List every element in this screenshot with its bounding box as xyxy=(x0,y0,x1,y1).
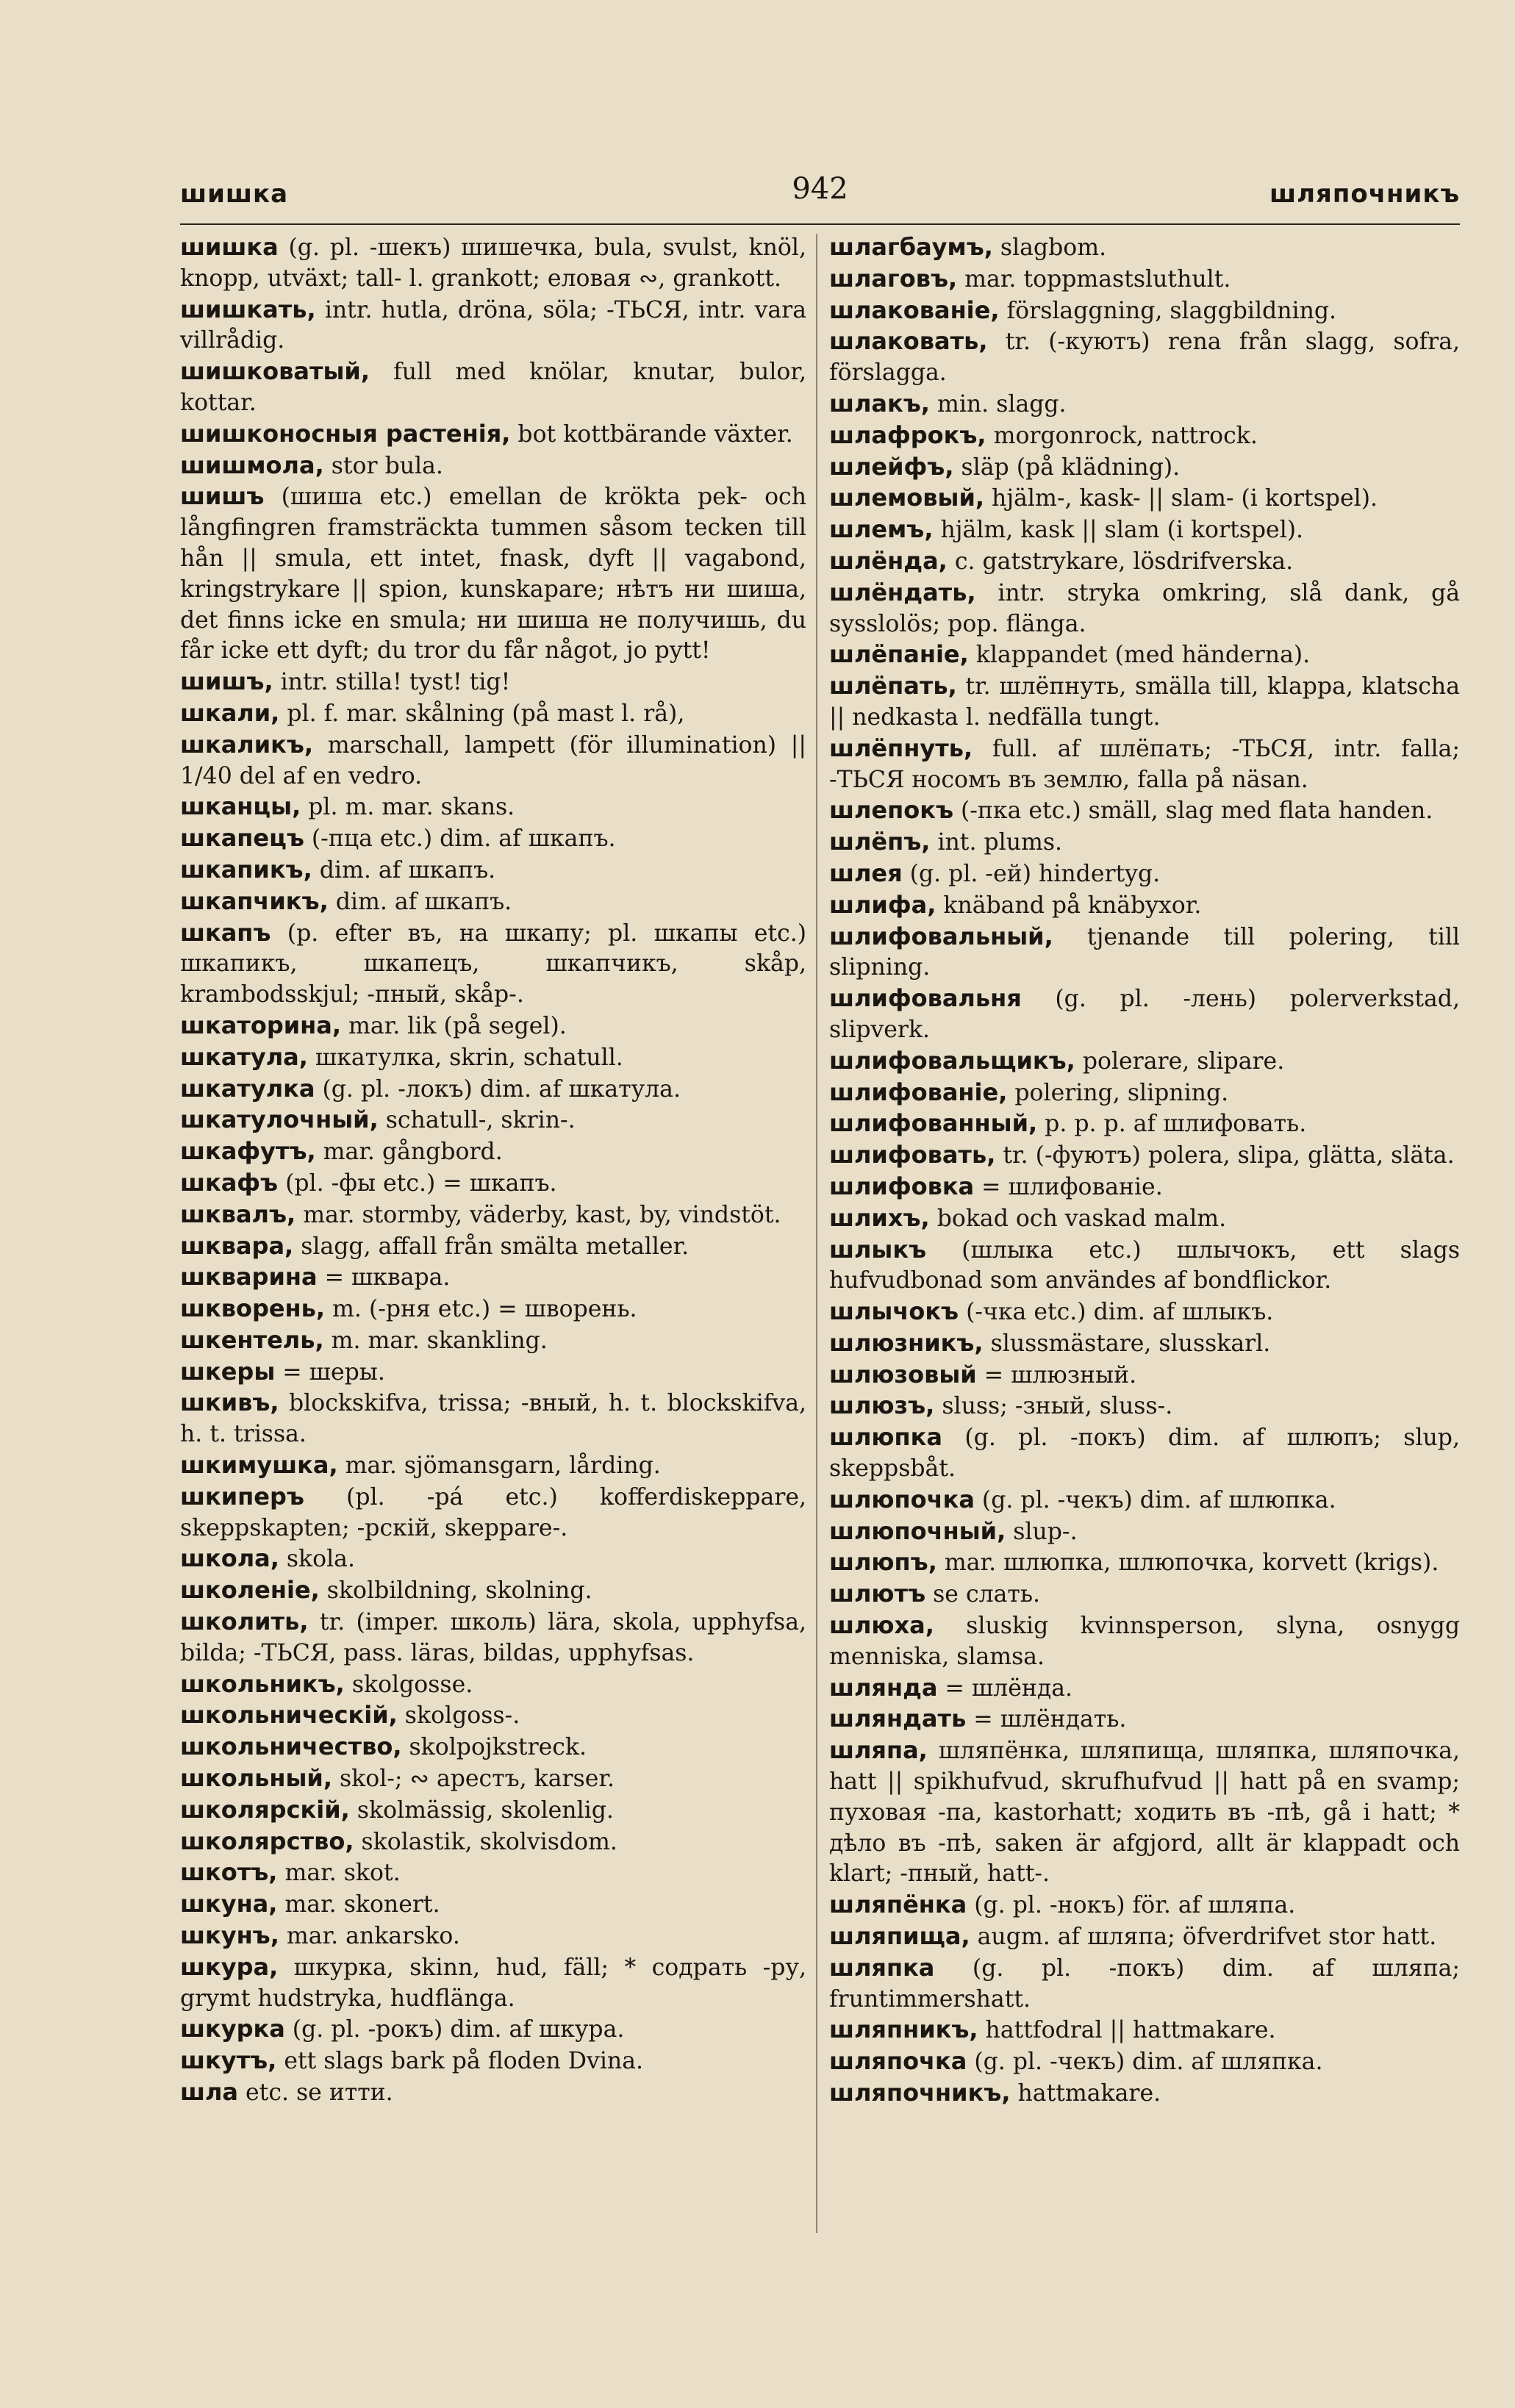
dictionary-entry xyxy=(180,451,806,482)
dictionary-entry xyxy=(829,1108,1460,1140)
entry-headword: школьничество, xyxy=(180,1732,402,1761)
dictionary-entry xyxy=(180,1795,806,1827)
left-column xyxy=(180,232,806,2109)
dictionary-entry xyxy=(829,389,1460,420)
entry-definition: шляпёнка, шляпища, шляпка, шляпочка, hatt || spikhufvud, skrufhufvud || hatt på en svamp; пуховая -па, kastorhatt; ходить въ -пѣ, gå i hatt; * дѣло въ -пѣ, saken är afgjord, allt är klappadt och klart; -пный, hatt-. xyxy=(829,1738,1460,1888)
entry-headword: шлыкъ xyxy=(829,1235,927,1264)
entry-headword: шлычокъ xyxy=(829,1297,959,1326)
dictionary-entry xyxy=(829,1547,1460,1579)
dictionary-entry xyxy=(829,1297,1460,1328)
entry-definition: etc. se итти. xyxy=(238,2079,393,2107)
dictionary-entry xyxy=(829,1172,1460,1203)
entry-definition: = шлифованіе. xyxy=(974,1173,1163,1200)
entry-headword: шкунъ, xyxy=(180,1921,279,1950)
dictionary-entry xyxy=(180,2046,806,2077)
entry-headword: шлюзъ, xyxy=(829,1391,935,1420)
entry-headword: шляпёнка xyxy=(829,1891,967,1919)
entry-headword: шишъ, xyxy=(180,667,273,696)
dictionary-entry xyxy=(829,1360,1460,1391)
dictionary-entry xyxy=(829,483,1460,515)
entry-headword: школить, xyxy=(180,1608,309,1636)
entry-definition: sluss; -зный, sluss-. xyxy=(934,1393,1173,1420)
entry-headword: шлёпъ, xyxy=(829,828,931,856)
dictionary-entry xyxy=(180,698,806,730)
entry-headword: шишковатый, xyxy=(180,357,370,386)
dictionary-entry xyxy=(829,2015,1460,2046)
dictionary-entry xyxy=(829,795,1460,827)
entry-definition: mar. skonert. xyxy=(277,1891,440,1918)
dictionary-entry xyxy=(180,232,806,295)
entry-headword: шишкать, xyxy=(180,295,316,323)
entry-headword: шляндать xyxy=(829,1705,967,1733)
dictionary-entry xyxy=(829,983,1460,1046)
entry-headword: шкапъ xyxy=(180,918,271,947)
entry-definition: morgonrock, nattrock. xyxy=(986,422,1258,449)
entry-headword: шлюпочка xyxy=(829,1485,975,1513)
entry-definition: (g. pl. -шекъ) шишечка, bula, svulst, knöl, knopp, utväxt; tall- l. grankott; еловая ∾, grankott. xyxy=(180,234,806,292)
dictionary-entry xyxy=(829,295,1460,327)
dictionary-entry xyxy=(829,1422,1460,1485)
dictionary-entry xyxy=(829,1890,1460,1921)
entry-headword: шлагбаумъ, xyxy=(829,233,993,261)
header-rule xyxy=(180,223,1460,225)
entry-headword: шлемъ, xyxy=(829,515,934,544)
dictionary-entry xyxy=(180,1669,806,1701)
entry-headword: шкатулка xyxy=(180,1074,315,1103)
entry-headword: шлифа, xyxy=(829,890,936,919)
entry-definition: mar. stormby, väderby, kast, by, vindstöt. xyxy=(296,1201,781,1228)
dictionary-entry xyxy=(180,1262,806,1294)
entry-definition: mar. lik (på segel). xyxy=(341,1012,567,1039)
left-running-headword: шишка xyxy=(180,179,289,209)
entry-definition: mar. шлюпка, шлюпочка, korvett (krigs). xyxy=(936,1549,1439,1577)
dictionary-entry xyxy=(829,1328,1460,1360)
entry-headword: шкура, xyxy=(180,1952,279,1981)
entry-headword: школярство, xyxy=(180,1827,354,1855)
entry-headword: шкентель, xyxy=(180,1325,324,1354)
entry-headword: шлюзовый xyxy=(829,1360,977,1388)
dictionary-entry xyxy=(829,1921,1460,1953)
entry-headword: шкиперъ xyxy=(180,1482,304,1511)
dictionary-entry xyxy=(180,1700,806,1732)
dictionary-entry xyxy=(180,1889,806,1921)
entry-headword: шквара, xyxy=(180,1231,294,1260)
entry-definition: blockskifva, trissa; -вный, h. t. blockskifva, h. t. trissa. xyxy=(180,1390,806,1448)
entry-headword: шкаликъ, xyxy=(180,730,314,759)
entry-headword: шлюпъ, xyxy=(829,1548,937,1577)
dictionary-entry xyxy=(829,546,1460,578)
entry-definition: int. plums. xyxy=(930,829,1063,856)
dictionary-entry xyxy=(180,2014,806,2046)
dictionary-entry xyxy=(829,1140,1460,1172)
dictionary-entry xyxy=(829,2078,1460,2110)
entry-definition: mar. ankarsko. xyxy=(279,1923,460,1950)
entry-headword: шлепокъ xyxy=(829,796,953,825)
dictionary-entry xyxy=(180,1357,806,1388)
entry-headword: шкапчикъ, xyxy=(180,886,329,915)
dictionary-entry xyxy=(180,730,806,792)
entry-definition: skolpojkstreck. xyxy=(401,1734,587,1761)
dictionary-entry xyxy=(180,1074,806,1106)
entry-definition: c. gatstrykare, lösdrifverska. xyxy=(947,548,1294,575)
dictionary-entry xyxy=(180,295,806,357)
entry-headword: школярскій, xyxy=(180,1795,350,1824)
entry-headword: шляпа, xyxy=(829,1736,928,1765)
entry-headword: шкапикъ, xyxy=(180,855,312,884)
entry-definition: skolbildning, skolning. xyxy=(319,1577,592,1605)
entry-headword: шкуна, xyxy=(180,1890,278,1918)
dictionary-entry xyxy=(180,1325,806,1357)
dictionary-entry xyxy=(829,1735,1460,1890)
entry-headword: шишконосныя растенія, xyxy=(180,419,511,448)
entry-definition: slagbom. xyxy=(992,234,1107,261)
entry-headword: шлёпаніе, xyxy=(829,640,969,669)
entry-definition: intr. stilla! tyst! tig! xyxy=(273,669,511,696)
entry-definition: knäband på knäbyxor. xyxy=(936,892,1202,919)
entry-definition: m. (-рня etc.) = шворень. xyxy=(325,1296,637,1323)
dictionary-entry xyxy=(180,1482,806,1544)
entry-headword: шканцы, xyxy=(180,792,301,821)
entry-definition: släp (på klädning). xyxy=(953,454,1181,481)
entry-definition: (-пка etc.) smäll, slag med flata handen. xyxy=(953,798,1433,825)
entry-definition: tjenande till polering, till slipning. xyxy=(829,923,1460,981)
entry-headword: шлянда xyxy=(829,1673,938,1702)
entry-definition: skola. xyxy=(279,1546,355,1573)
entry-definition: (шиша etc.) emellan de krökta pek- och långfingren framsträckta tummen såsom tecken till hån || smula, ett intet, fnask, dyft || vagabond, kringstrykare || spion, kunskapare; нѣтъ ни шиша, det finns icke en smula; ни шиша не получишь, du får icke ett dyft; du tror du får något, jo pytt! xyxy=(180,484,806,664)
entry-headword: шлюпочный, xyxy=(829,1516,1006,1545)
entry-definition: min. slagg. xyxy=(929,390,1067,418)
entry-headword: шкеры xyxy=(180,1357,276,1386)
dictionary-entry xyxy=(829,922,1460,984)
dictionary-entry xyxy=(180,356,806,419)
dictionary-entry xyxy=(829,1391,1460,1422)
entry-definition: slagg, affall från smälta metaller. xyxy=(293,1233,690,1260)
entry-definition: (g. pl. -покъ) dim. af шлюпъ; slup, skeppsbåt. xyxy=(829,1425,1460,1483)
dictionary-entry xyxy=(829,1046,1460,1078)
entry-definition: mar. sjömansgarn, lårding. xyxy=(337,1452,661,1480)
entry-definition: = шлюзный. xyxy=(976,1361,1137,1388)
dictionary-entry xyxy=(180,886,806,918)
entry-headword: шлаковать, xyxy=(829,327,988,356)
entry-definition: = шлёндать. xyxy=(966,1706,1127,1733)
entry-definition: p. p. p. af шлифовать. xyxy=(1037,1111,1307,1138)
entry-headword: шишъ xyxy=(180,482,265,511)
entry-headword: шлифовальня xyxy=(829,984,1022,1013)
entry-definition: (p. efter въ, на шкапу; pl. шкапы etc.) шкапикъ, шкапецъ, шкапчикъ, skåp, krambodsskjul; -пный, skåp-. xyxy=(180,920,806,1008)
entry-definition: mar. gångbord. xyxy=(315,1139,503,1166)
entry-definition: se слать. xyxy=(925,1581,1040,1608)
entry-headword: шляпочникъ, xyxy=(829,2079,1011,2107)
entry-definition: tr. шлёпнуть, smälla till, klappa, klatscha || nedkasta l. nedfälla tungt. xyxy=(829,673,1460,731)
entry-definition: hjälm-, kask- || slam- (i kortspel). xyxy=(984,485,1378,512)
entry-definition: mar. toppmastsluthult. xyxy=(957,265,1231,293)
entry-definition: skolastik, skolvisdom. xyxy=(354,1828,617,1855)
entry-definition: intr. hutla, dröna, söla; -ТЬСЯ, intr. vara villrådig. xyxy=(180,296,806,354)
entry-definition: (g. pl. -локъ) dim. af шкатула. xyxy=(315,1075,681,1103)
entry-definition: шкурка, skinn, hud, fäll; * содрать -ру, grymt hudstryka, hudflänga. xyxy=(180,1954,806,2012)
entry-headword: школеніе, xyxy=(180,1576,320,1605)
entry-headword: шла xyxy=(180,2078,239,2107)
entry-headword: шляпка xyxy=(829,1953,935,1982)
dictionary-entry xyxy=(180,667,806,698)
entry-definition: (-чка etc.) dim. af шлыкъ. xyxy=(959,1299,1274,1326)
dictionary-entry xyxy=(180,1200,806,1231)
entry-headword: шлёпнуть, xyxy=(829,734,973,762)
entry-definition: intr. stryka omkring, slå dank, gå sysslolös; pop. flänga. xyxy=(829,579,1460,637)
entry-definition: = шквара. xyxy=(317,1264,451,1291)
entry-headword: шлея xyxy=(829,859,903,887)
dictionary-entry xyxy=(829,578,1460,640)
dictionary-entry xyxy=(180,855,806,886)
entry-definition: (g. pl. -покъ) dim. af шляпа; fruntimmershatt. xyxy=(829,1954,1460,2013)
entry-definition: augm. af шляпа; öfverdrifvet stor hatt. xyxy=(970,1924,1437,1951)
entry-definition: tr. (-фуютъ) polera, slipa, glätta, släta. xyxy=(995,1142,1455,1169)
dictionary-entry xyxy=(180,1231,806,1263)
dictionary-entry xyxy=(829,1203,1460,1235)
entry-definition: pl. f. mar. skålning (på mast l. rå), xyxy=(279,700,685,727)
entry-definition: skolgosse. xyxy=(344,1671,473,1698)
dictionary-entry xyxy=(180,1105,806,1136)
dictionary-entry xyxy=(829,232,1460,264)
entry-headword: шкотъ, xyxy=(180,1858,278,1887)
dictionary-entry xyxy=(829,1235,1460,1297)
dictionary-entry xyxy=(180,1575,806,1607)
dictionary-entry xyxy=(180,481,806,667)
entry-definition: (шлыка etc.) шлычокъ, ett slags hufvudbonad som användes af bondflickor. xyxy=(829,1236,1460,1294)
entry-headword: шкивъ, xyxy=(180,1388,279,1417)
dictionary-entry xyxy=(180,1042,806,1074)
dictionary-entry xyxy=(180,1450,806,1482)
dictionary-entry xyxy=(829,1673,1460,1705)
entry-headword: шкафъ xyxy=(180,1168,279,1197)
entry-definition: шкатулка, skrin, schatull. xyxy=(307,1044,623,1071)
entry-definition: (g. pl. -нокъ) för. af шляпа. xyxy=(967,1892,1296,1919)
entry-headword: шлюпка xyxy=(829,1423,942,1452)
dictionary-entry xyxy=(180,1607,806,1669)
dictionary-entry xyxy=(829,264,1460,295)
dictionary-entry xyxy=(180,792,806,823)
entry-headword: шлейфъ, xyxy=(829,452,954,481)
entry-definition: (pl. -фы etc.) = шкапъ. xyxy=(278,1169,557,1197)
entry-headword: шкимушка, xyxy=(180,1451,338,1480)
entry-headword: шлихъ, xyxy=(829,1203,930,1232)
entry-definition: (g. pl. -рокъ) dim. af шкура. xyxy=(284,2016,625,2043)
entry-definition: = шлёнда. xyxy=(937,1674,1073,1702)
entry-headword: шлакованіе, xyxy=(829,295,1000,324)
entry-headword: школьный, xyxy=(180,1764,332,1793)
entry-definition: dim. af шкапъ. xyxy=(328,888,512,915)
entry-headword: шлифованіе, xyxy=(829,1078,1008,1106)
dictionary-entry xyxy=(180,1168,806,1200)
dictionary-entry xyxy=(180,1136,806,1168)
entry-definition: m. mar. skankling. xyxy=(323,1327,548,1354)
entry-headword: шлёнда, xyxy=(829,546,948,575)
right-column xyxy=(829,232,1460,2110)
dictionary-entry xyxy=(180,1388,806,1450)
entry-definition: förslaggning, slaggbildning. xyxy=(999,297,1337,324)
dictionary-entry xyxy=(180,419,806,451)
entry-headword: шлакъ, xyxy=(829,389,930,418)
entry-definition: hattfodral || hattmakare. xyxy=(978,2017,1276,2044)
entry-headword: шляпища, xyxy=(829,1922,970,1951)
dictionary-entry xyxy=(180,1544,806,1575)
dictionary-entry xyxy=(180,918,806,1011)
entry-definition: hjälm, kask || slam (i kortspel). xyxy=(933,517,1304,544)
dictionary-entry xyxy=(829,1610,1460,1673)
dictionary-entry xyxy=(180,1294,806,1325)
entry-headword: шлёпать, xyxy=(829,672,957,700)
entry-headword: шляпочка xyxy=(829,2047,967,2076)
entry-definition: bot kottbärande växter. xyxy=(510,420,793,448)
entry-definition: tr. (imper. школь) lära, skola, upphyfsa, bilda; -ТЬСЯ, pass. läras, bildas, upphyfsas. xyxy=(180,1609,806,1666)
entry-definition: dim. af шкапъ. xyxy=(312,856,496,884)
entry-headword: шлифовальщикъ, xyxy=(829,1046,1075,1075)
entry-definition: polering, slipning. xyxy=(1007,1079,1229,1106)
entry-definition: (g. pl. -чекъ) dim. af шляпка. xyxy=(967,2049,1323,2076)
entry-definition: (-пца etc.) dim. af шкапъ. xyxy=(304,825,616,853)
entry-definition: (g. pl. -чекъ) dim. af шлюпка. xyxy=(974,1486,1336,1513)
entry-headword: шкатулочный, xyxy=(180,1106,379,1134)
entry-definition: (g. pl. -ей) hindertyg. xyxy=(902,860,1161,887)
dictionary-entry xyxy=(829,1516,1460,1548)
dictionary-entry xyxy=(180,1763,806,1795)
entry-definition: skolmässig, skolenlig. xyxy=(349,1796,614,1824)
dictionary-entry xyxy=(180,1857,806,1889)
dictionary-entry xyxy=(829,671,1460,734)
dictionary-entry xyxy=(829,2046,1460,2078)
entry-headword: школа, xyxy=(180,1544,279,1573)
entry-definition: slup-. xyxy=(1006,1518,1078,1545)
entry-headword: шлёндать, xyxy=(829,578,976,606)
entry-headword: шкворень, xyxy=(180,1294,326,1323)
entry-headword: шквалъ, xyxy=(180,1200,296,1228)
dictionary-entry xyxy=(829,452,1460,484)
entry-headword: шкурка xyxy=(180,2015,285,2043)
entry-headword: шлюха, xyxy=(829,1611,934,1640)
entry-headword: шкатула, xyxy=(180,1042,308,1071)
dictionary-entry xyxy=(829,1579,1460,1610)
entry-definition: schatull-, skrin-. xyxy=(378,1107,576,1134)
dictionary-entry xyxy=(829,1953,1460,2015)
entry-headword: шлифовать, xyxy=(829,1141,996,1169)
dictionary-entry xyxy=(180,1732,806,1763)
dictionary-entry xyxy=(829,1078,1460,1109)
column-divider xyxy=(816,234,817,2233)
entry-definition: klappandet (med händerna). xyxy=(968,642,1311,669)
dictionary-entry xyxy=(180,1921,806,1952)
dictionary-entry xyxy=(180,2077,806,2109)
entry-headword: школьникъ, xyxy=(180,1669,345,1698)
entry-headword: шлифованный, xyxy=(829,1109,1038,1138)
dictionary-entry xyxy=(180,1827,806,1858)
entry-definition: skolgoss-. xyxy=(397,1702,520,1730)
dictionary-entry xyxy=(829,890,1460,922)
entry-headword: шкаторина, xyxy=(180,1011,342,1039)
entry-definition: slussmästare, slusskarl. xyxy=(983,1330,1271,1357)
page-number: 942 xyxy=(792,172,848,206)
dictionary-entry xyxy=(829,827,1460,859)
entry-headword: шлюзникъ, xyxy=(829,1328,984,1357)
entry-definition: skol-; ∾ арестъ, karser. xyxy=(332,1766,615,1793)
entry-definition: (pl. -pá etc.) kofferdiskeppare, skeppskapten; -рскій, skeppare-. xyxy=(180,1483,806,1541)
entry-definition: full med knölar, knutar, bulor, kottar. xyxy=(180,359,806,416)
entry-headword: шлютъ xyxy=(829,1580,926,1608)
entry-headword: шлемовый, xyxy=(829,484,985,512)
dictionary-entry xyxy=(829,639,1460,671)
entry-definition: ett slags bark på floden Dvina. xyxy=(276,2048,644,2075)
dictionary-entry xyxy=(829,326,1460,389)
dictionary-entry xyxy=(180,1011,806,1042)
entry-definition: (g. pl. -лень) polerverkstad, slipverk. xyxy=(829,986,1460,1043)
dictionary-entry xyxy=(180,1952,806,2015)
dictionary-entry xyxy=(829,420,1460,452)
entry-headword: шкварина xyxy=(180,1263,318,1291)
entry-headword: шлифовальный, xyxy=(829,922,1053,950)
right-running-headword: шляпочникъ xyxy=(1269,179,1460,209)
entry-definition: marschall, lampett (för illumination) || 1/40 del af en vedro. xyxy=(180,731,806,789)
entry-headword: шкафутъ, xyxy=(180,1137,316,1166)
entry-headword: школьническій, xyxy=(180,1701,398,1730)
entry-headword: шкапецъ xyxy=(180,824,304,853)
entry-definition: stor bula. xyxy=(323,452,443,479)
dictionary-entry xyxy=(829,1485,1460,1516)
entry-headword: шлафрокъ, xyxy=(829,420,986,449)
entry-headword: шлаговъ, xyxy=(829,264,958,293)
entry-headword: шляпникъ, xyxy=(829,2015,978,2044)
entry-definition: bokad och vaskad malm. xyxy=(929,1205,1227,1232)
page-header xyxy=(180,168,1460,219)
dictionary-entry xyxy=(829,734,1460,796)
entry-definition: tr. (-куютъ) rena från slagg, sofra, förslagga. xyxy=(829,329,1460,387)
entry-headword: шкутъ, xyxy=(180,2046,277,2075)
dictionary-entry xyxy=(829,515,1460,546)
dictionary-entry xyxy=(829,1704,1460,1735)
entry-headword: шлифовка xyxy=(829,1172,975,1200)
entry-headword: шишка xyxy=(180,233,279,261)
entry-headword: шкали, xyxy=(180,698,280,727)
dictionary-entry xyxy=(829,859,1460,890)
entry-definition: pl. m. mar. skans. xyxy=(301,794,515,821)
entry-definition: sluskig kvinnsperson, slyna, osnygg menniska, slamsa. xyxy=(829,1613,1460,1670)
entry-headword: шишмола, xyxy=(180,451,324,479)
entry-definition: polerare, slipare. xyxy=(1075,1047,1285,1075)
dictionary-entry xyxy=(180,823,806,855)
entry-definition: mar. skot. xyxy=(277,1860,401,1887)
entry-definition: hattmakare. xyxy=(1010,2080,1161,2107)
entry-definition: = шеры. xyxy=(275,1358,385,1386)
entry-definition: full. af шлёпать; -ТЬСЯ, intr. falla; -ТЬСЯ носомъ въ землю, falla på näsan. xyxy=(829,735,1460,793)
